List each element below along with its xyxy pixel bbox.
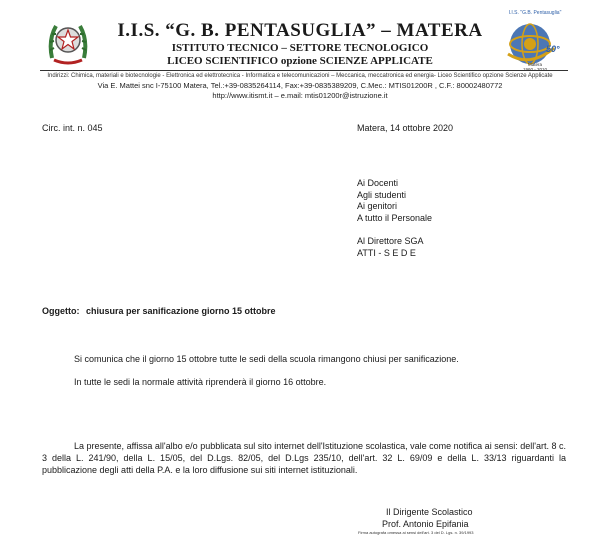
body-paragraph-legal: La presente, affissa all'albo e/o pubblicata sul sito internet dell'Istituzione scolastica, vale come notifica ai sensi: dell'art. 8 c. 3 della L. 241/90, della L. 15/05, del D.Lgs. 82/05, del D.Lgs 235/10, dell'art. 32 L. 69/09 e della L. 33/13 riguardanti la pubblicazione degli atti della P.A. e la loro diffusione sui siti internet istituzionali. — [42, 441, 566, 475]
signature-note: Firma autografa omessa ai sensi dell'art. 3 del D. Lgs. n. 39/1993 — [358, 530, 474, 535]
signature-role: Il Dirigente Scolastico — [386, 507, 473, 517]
subject-label: Oggetto: — [42, 306, 80, 316]
school-subtitle-liceo: LICEO SCIENTIFICO opzione SCIENZE APPLICATE — [167, 55, 433, 67]
signature-name: Prof. Antonio Epifania — [382, 519, 469, 529]
school-address: Via E. Mattei snc I-75100 Matera, Tel.:+39-0835264114, Fax:+39-0835389209, C.Mec.: MTIS01200R , C.F.: 80002480772 — [97, 81, 503, 90]
body-paragraph-2: In tutte le sedi la normale attività riprenderà il giorno 16 ottobre. — [74, 377, 327, 387]
recipients-list — [357, 178, 432, 224]
recipient-item: ATTI - S E D E — [357, 247, 416, 258]
recipient-item: Al Direttore SGA — [357, 236, 424, 246]
recipient-item: Ai genitori — [357, 201, 398, 211]
logo-number: 50° — [546, 44, 560, 54]
header-divider — [40, 70, 568, 71]
logo-city: Matera — [527, 62, 542, 67]
recipient-item: Agli studenti — [357, 189, 407, 200]
recipient-item: A tutto il Personale — [357, 212, 433, 223]
school-indirizzi: Indirizzi: Chimica, materiali e biotecnologie - Elettronica ed elettrotecnica - Informatica e telecomunicazioni – Meccanica, meccatronica ed energia- Liceo Scientifico opzione Scienze Applicate — [47, 73, 553, 79]
logo-years: 1960 - 2010 — [522, 67, 548, 72]
document-date: Matera, 14 ottobre 2020 — [357, 123, 454, 133]
circular-number: Circ. int. n. 045 — [42, 123, 103, 133]
school-name-title: I.I.S. “G. B. PENTASUGLIA” – MATERA — [117, 20, 483, 41]
subject-text: chiusura per sanificazione giorno 15 ottobre — [86, 306, 276, 316]
recipients-list-2 — [357, 236, 424, 259]
subject-line — [42, 305, 276, 317]
logo-text-top: I.I.S. "G.B. Pentasuglia" — [508, 10, 562, 16]
school-web-email: http://www.itismt.it – e.mail: mtis01200r@istruzione.it — [212, 91, 388, 100]
recipient-item: Ai Docenti — [357, 178, 399, 188]
school-subtitle-technical: ISTITUTO TECNICO – SETTORE TECNOLOGICO — [171, 42, 429, 54]
body-paragraph-1: Si comunica che il giorno 15 ottobre tutte le sedi della scuola rimangono chiusi per sanificazione. — [74, 354, 459, 364]
